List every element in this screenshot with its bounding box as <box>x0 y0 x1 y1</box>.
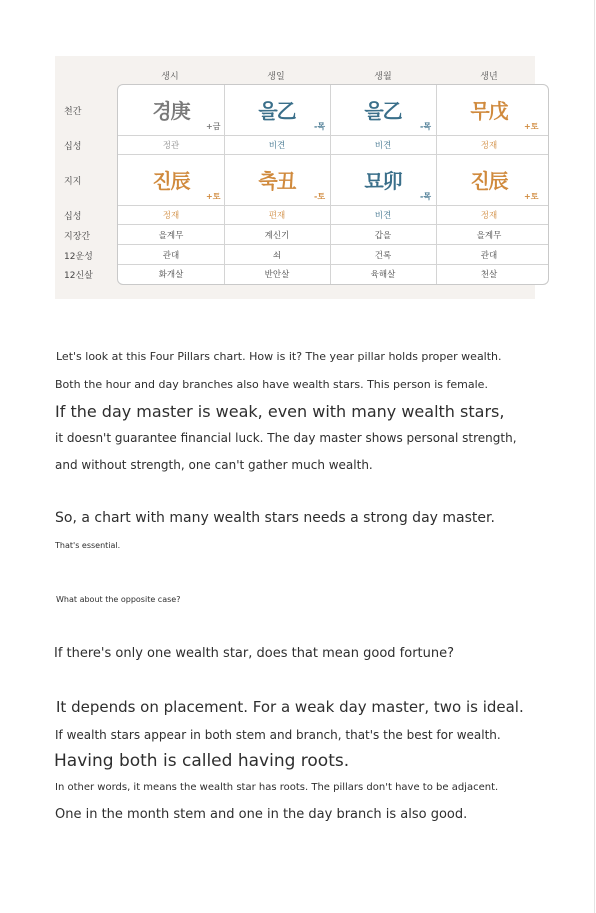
row-label-earthly-branch: 지지 <box>64 177 82 187</box>
day-branch-god: 편재 <box>268 211 286 221</box>
hour-branch-god: 정재 <box>162 211 180 221</box>
hour-stem-god: 정관 <box>162 141 180 151</box>
caption-line: What about the opposite case? <box>56 595 181 604</box>
month-branch-god: 비견 <box>374 211 392 221</box>
page-right-border <box>594 0 595 913</box>
pillar-header-year: 생년 <box>480 72 498 82</box>
grid-divider <box>118 224 548 225</box>
caption-line: Let's look at this Four Pillars chart. How is it? The year pillar holds proper wealth. <box>56 350 502 363</box>
caption-line: If the day master is weak, even with many wealth stars, <box>55 402 505 421</box>
month-sinsal: 육해살 <box>370 270 396 280</box>
hour-stem-element: +금 <box>206 122 221 131</box>
caption-line: So, a chart with many wealth stars needs a strong day master. <box>55 510 495 526</box>
grid-divider <box>118 205 548 206</box>
caption-line: That's essential. <box>55 541 121 550</box>
caption-line: If there's only one wealth star, does that mean good fortune? <box>54 646 455 661</box>
month-stem-element: -목 <box>420 122 432 131</box>
caption-line: Both the hour and day branches also have wealth stars. This person is female. <box>55 378 488 391</box>
grid-divider <box>118 244 548 245</box>
caption-line: One in the month stem and one in the day branch is also good. <box>55 807 468 822</box>
day-sinsal: 반안살 <box>264 270 290 280</box>
caption-line: If wealth stars appear in both stem and branch, that's the best for wealth. <box>55 728 501 742</box>
grid-divider <box>118 264 548 265</box>
year-hidden-stems: 을계무 <box>476 231 502 241</box>
four-pillars-chart <box>55 56 539 299</box>
hour-12-stage: 관대 <box>162 251 180 261</box>
grid-divider <box>118 154 548 155</box>
caption-line: In other words, it means the wealth star has roots. The pillars don't have to be adjacent. <box>55 782 499 793</box>
day-hidden-stems: 계신기 <box>264 231 290 241</box>
hour-branch: 진辰 <box>152 169 190 193</box>
month-branch: 묘卯 <box>364 169 402 193</box>
day-stem-element: -목 <box>314 122 326 131</box>
row-label-ten-gods-top: 십성 <box>64 142 82 152</box>
pillar-header-month: 생월 <box>374 72 392 82</box>
caption-line: it doesn't guarantee financial luck. The day master shows personal strength, <box>55 431 517 445</box>
pillar-header-hour: 생시 <box>161 72 179 82</box>
hour-stem: 경庚 <box>152 99 190 123</box>
year-branch-god: 정재 <box>480 211 498 221</box>
year-stem-element: +토 <box>524 122 539 131</box>
row-label-hidden-stems: 지장간 <box>64 232 91 242</box>
row-label-12-stages: 12운성 <box>64 252 93 262</box>
year-12-stage: 관대 <box>480 251 498 261</box>
pillar-header-day: 생일 <box>267 72 285 82</box>
hour-branch-element: +토 <box>206 192 221 201</box>
pillars-grid <box>117 84 549 285</box>
month-stem-god: 비견 <box>374 141 392 151</box>
day-branch: 축丑 <box>258 169 296 193</box>
month-stem: 을乙 <box>364 99 402 123</box>
year-stem: 무戊 <box>470 99 508 123</box>
grid-divider <box>118 135 548 136</box>
day-stem: 을乙 <box>258 99 296 123</box>
day-stem-god: 비견 <box>268 141 286 151</box>
day-12-stage: 쇠 <box>272 251 282 261</box>
month-branch-element: -목 <box>420 192 432 201</box>
row-label-heavenly-stem: 천간 <box>64 107 82 117</box>
hour-sinsal: 화개살 <box>158 270 184 280</box>
year-stem-god: 정재 <box>480 141 498 151</box>
hour-hidden-stems: 을계무 <box>158 231 184 241</box>
month-hidden-stems: 갑을 <box>374 231 392 241</box>
year-sinsal: 천살 <box>480 270 498 280</box>
caption-line: Having both is called having roots. <box>54 751 350 771</box>
month-12-stage: 건록 <box>374 251 392 261</box>
row-label-ten-gods-bottom: 십성 <box>64 212 82 222</box>
caption-line: and without strength, one can't gather much wealth. <box>55 458 373 472</box>
year-branch: 진辰 <box>470 169 508 193</box>
caption-line: It depends on placement. For a weak day master, two is ideal. <box>56 698 524 716</box>
row-label-12-sinsal: 12신살 <box>64 271 93 281</box>
day-branch-element: -토 <box>314 192 326 201</box>
year-branch-element: +토 <box>524 192 539 201</box>
